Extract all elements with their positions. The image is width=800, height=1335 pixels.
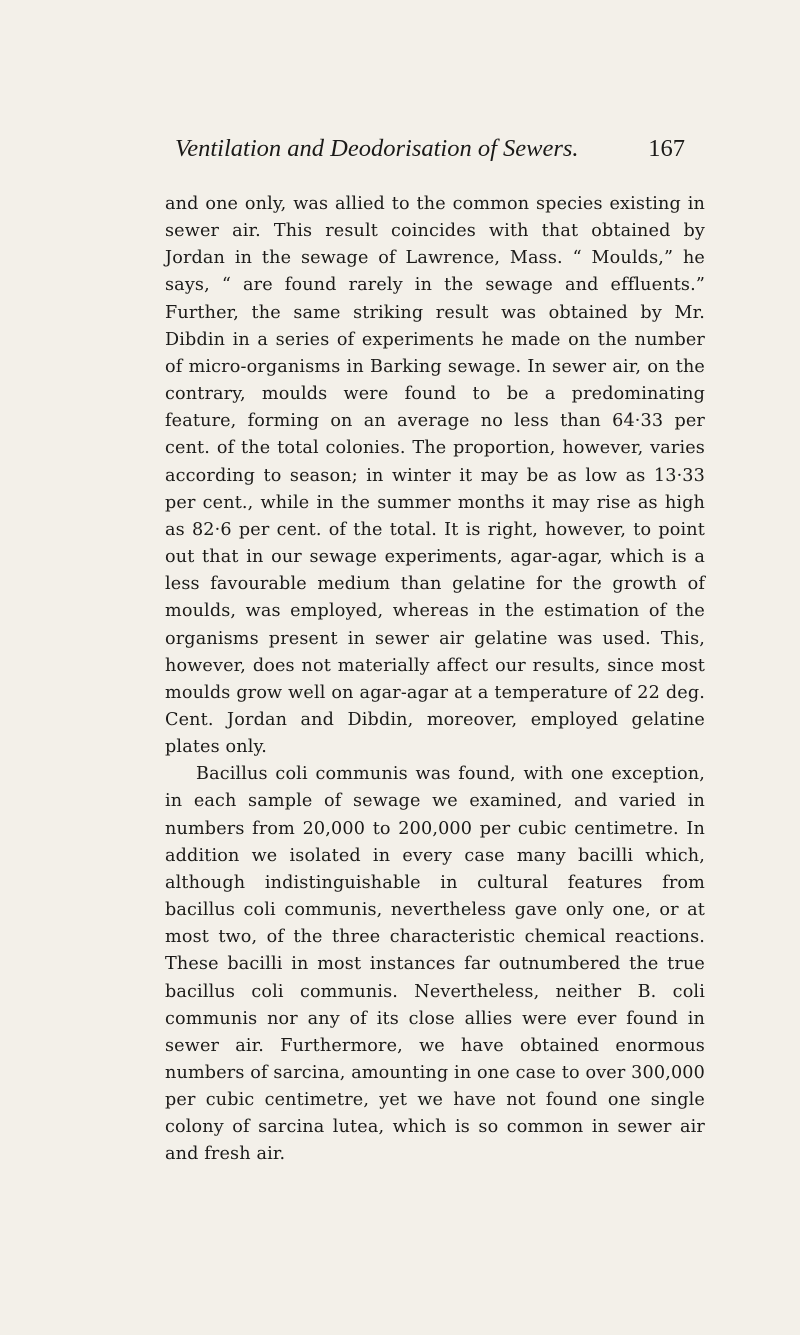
page-number: 167	[648, 135, 685, 162]
running-head	[175, 131, 685, 167]
paragraph: Bacillus coli communis was found, with one exception, in each sample of sewage we examined, and varied in numbers from 20,000 to 200,000 per cubic centimetre. In addition we isolated in every case many bacilli which, although indistinguishable in cultural features from bacillus coli communis, nevertheless gave only one, or at most two, of the three characteristic chemical reactions. These bacilli in most instances far outnumbered the true bacillus coli communis. Nevertheless, neither B. coli communis nor any of its close allies were ever found in sewer air. Furthermore, we have obtained enormous numbers of sarcina, amounting in one case to over 300,000 per cubic centimetre, yet we have not found one single colony of sarcina lutea, which is so common in sewer air and fresh air.	[165, 764, 705, 1165]
paragraph: and one only, was allied to the common species existing in sewer air. This result coincides with that obtained by Jordan in the sewage of Lawrence, Mass. “ Moulds,” he says, “ are found rarely in the sewage and effluents.” Further, the same striking result was obtained by Mr. Dibdin in a series of experiments he made on the number of micro-organisms in Barking sewage. In sewer air, on the contrary, moulds were found to be a predominating feature, forming on an average no less than 64·33 per cent. of the total colonies. The proportion, however, varies according to season; in winter it may be as low as 13·33 per cent., while in the summer months it may rise as high as 82·6 per cent. of the total. It is right, however, to point out that in our sewage experiments, agar-agar, which is a less favourable medium than gelatine for the growth of moulds, was employed, whereas in the estimation of the organisms present in sewer air gelatine was used. This, however, does not materially affect our results, since most moulds grow well on agar-agar at a temperature of 22 deg. Cent. Jordan and Dibdin, moreover, employed gelatine plates only.	[165, 194, 705, 758]
body-text	[165, 191, 705, 1169]
running-title: Ventilation and Deodorisation of Sewers.	[175, 135, 579, 162]
